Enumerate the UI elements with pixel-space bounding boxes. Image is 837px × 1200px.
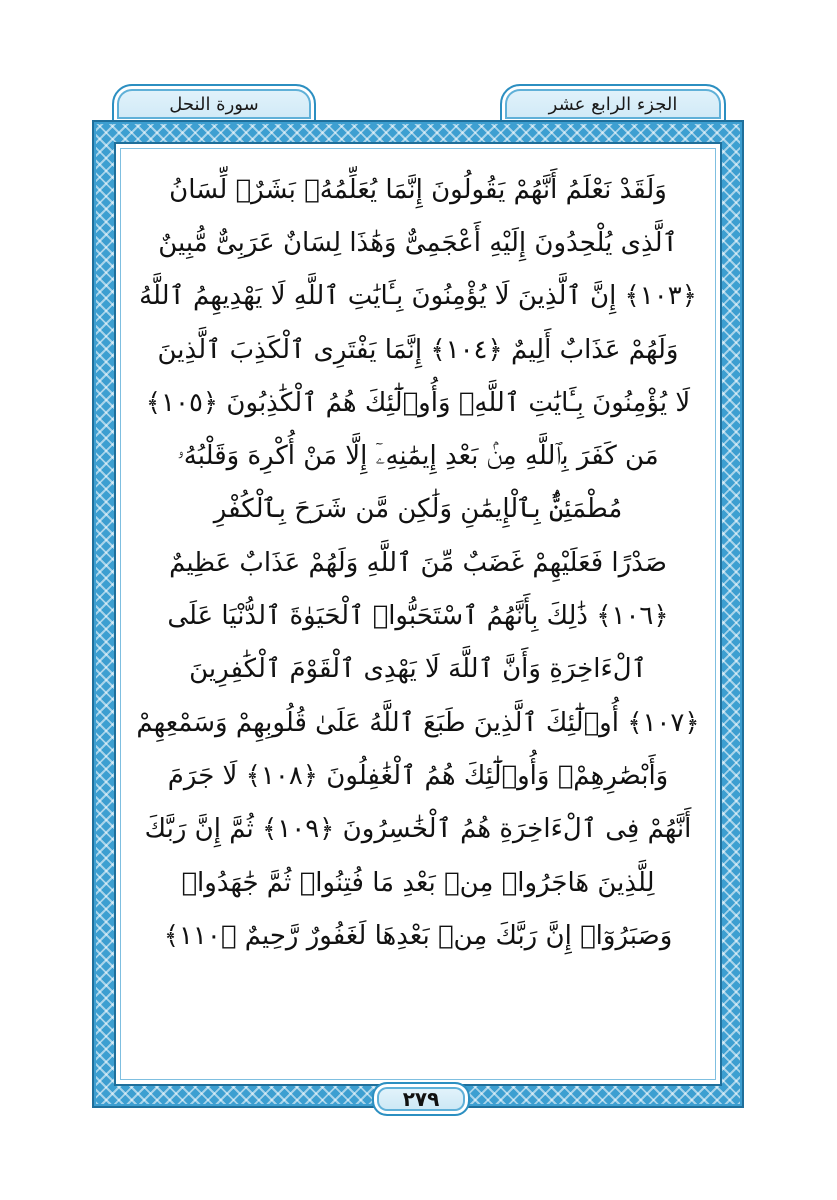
ornamental-frame — [92, 120, 744, 1108]
verse-line-7: مُطْمَئِنٌّۢ بِٱلْإِيمَٰنِ وَلَٰكِن مَّن شَرَحَ بِٱلْكُفْرِ — [213, 494, 623, 525]
surah-name: سورة النحل — [169, 93, 259, 115]
verse-line-2: ٱلَّذِى يُلْحِدُونَ إِلَيْهِ أَعْجَمِىٌّ وَهَٰذَا لِسَانٌ عَرَبِىٌّ مُّبِينٌ — [158, 227, 678, 258]
text-panel — [120, 148, 716, 1080]
juz-header — [500, 84, 726, 124]
surah-name-header — [112, 84, 316, 124]
verse-line-13: أَنَّهُمْ فِى ٱلْءَاخِرَةِ هُمُ ٱلْخَٰسِرُونَ ﴿١٠٩﴾ ثُمَّ إِنَّ رَبَّكَ — [144, 814, 692, 845]
verse-line-15: وَصَبَرُوٓا۟ إِنَّ رَبَّكَ مِنۢ بَعْدِهَا لَغَفُورٌ رَّحِيمٌ ﴿١١٠﴾ — [163, 920, 673, 951]
verse-line-11: ﴿١٠٧﴾ أُو۟لَٰٓئِكَ ٱلَّذِينَ طَبَعَ ٱللَّهُ عَلَىٰ قُلُوبِهِمْ وَسَمْعِهِمْ — [136, 707, 700, 738]
verse-line-5: لَا يُؤْمِنُونَ بِـَٔايَٰتِ ٱللَّهِۖ وَأُو۟لَٰٓئِكَ هُمُ ٱلْكَٰذِبُونَ ﴿١٠٥﴾ — [145, 387, 691, 418]
verse-line-4: وَلَهُمْ عَذَابٌ أَلِيمٌ ﴿١٠٤﴾ إِنَّمَا يَفْتَرِى ٱلْكَذِبَ ٱلَّذِينَ — [157, 334, 679, 365]
verse-line-8: صَدْرًا فَعَلَيْهِمْ غَضَبٌ مِّنَ ٱللَّهِ وَلَهُمْ عَذَابٌ عَظِيمٌ — [169, 547, 667, 578]
verse-line-12: وَأَبْصَٰرِهِمْۖ وَأُو۟لَٰٓئِكَ هُمُ ٱلْغَٰفِلُونَ ﴿١٠٨﴾ لَا جَرَمَ — [167, 760, 669, 791]
verse-line-10: ٱلْءَاخِرَةِ وَأَنَّ ٱللَّهَ لَا يَهْدِى ٱلْقَوْمَ ٱلْكَٰفِرِينَ — [189, 654, 647, 685]
page-number-label: ٢٧٩ — [402, 1087, 440, 1111]
juz-name: الجزء الرابع عشر — [548, 93, 678, 115]
verse-line-14: لِلَّذِينَ هَاجَرُوا۟ مِنۢ بَعْدِ مَا فُتِنُوا۟ ثُمَّ جَٰهَدُوا۟ — [181, 867, 655, 898]
verse-line-1: وَلَقَدْ نَعْلَمُ أَنَّهُمْ يَقُولُونَ إِنَّمَا يُعَلِّمُهُۥ بَشَرٌۗ لِّسَانُ — [169, 174, 667, 205]
verse-line-9: ﴿١٠٦﴾ ذَٰلِكَ بِأَنَّهُمُ ٱسْتَحَبُّوا۟ ٱلْحَيَوٰةَ ٱلدُّنْيَا عَلَى — [167, 601, 669, 632]
verse-lines — [121, 163, 715, 962]
frame-inner-border — [114, 142, 722, 1086]
page-number — [372, 1082, 470, 1116]
verse-line-6: مَن كَفَرَ بِٱللَّهِ مِنۢ بَعْدِ إِيمَٰنِهِۦٓ إِلَّا مَنْ أُكْرِهَ وَقَلْبُهُۥ — [177, 440, 659, 471]
verse-line-3: ﴿١٠٣﴾ إِنَّ ٱلَّذِينَ لَا يُؤْمِنُونَ بِـَٔايَٰتِ ٱللَّهِ لَا يَهْدِيهِمُ ٱللَّهُ — [139, 281, 697, 312]
